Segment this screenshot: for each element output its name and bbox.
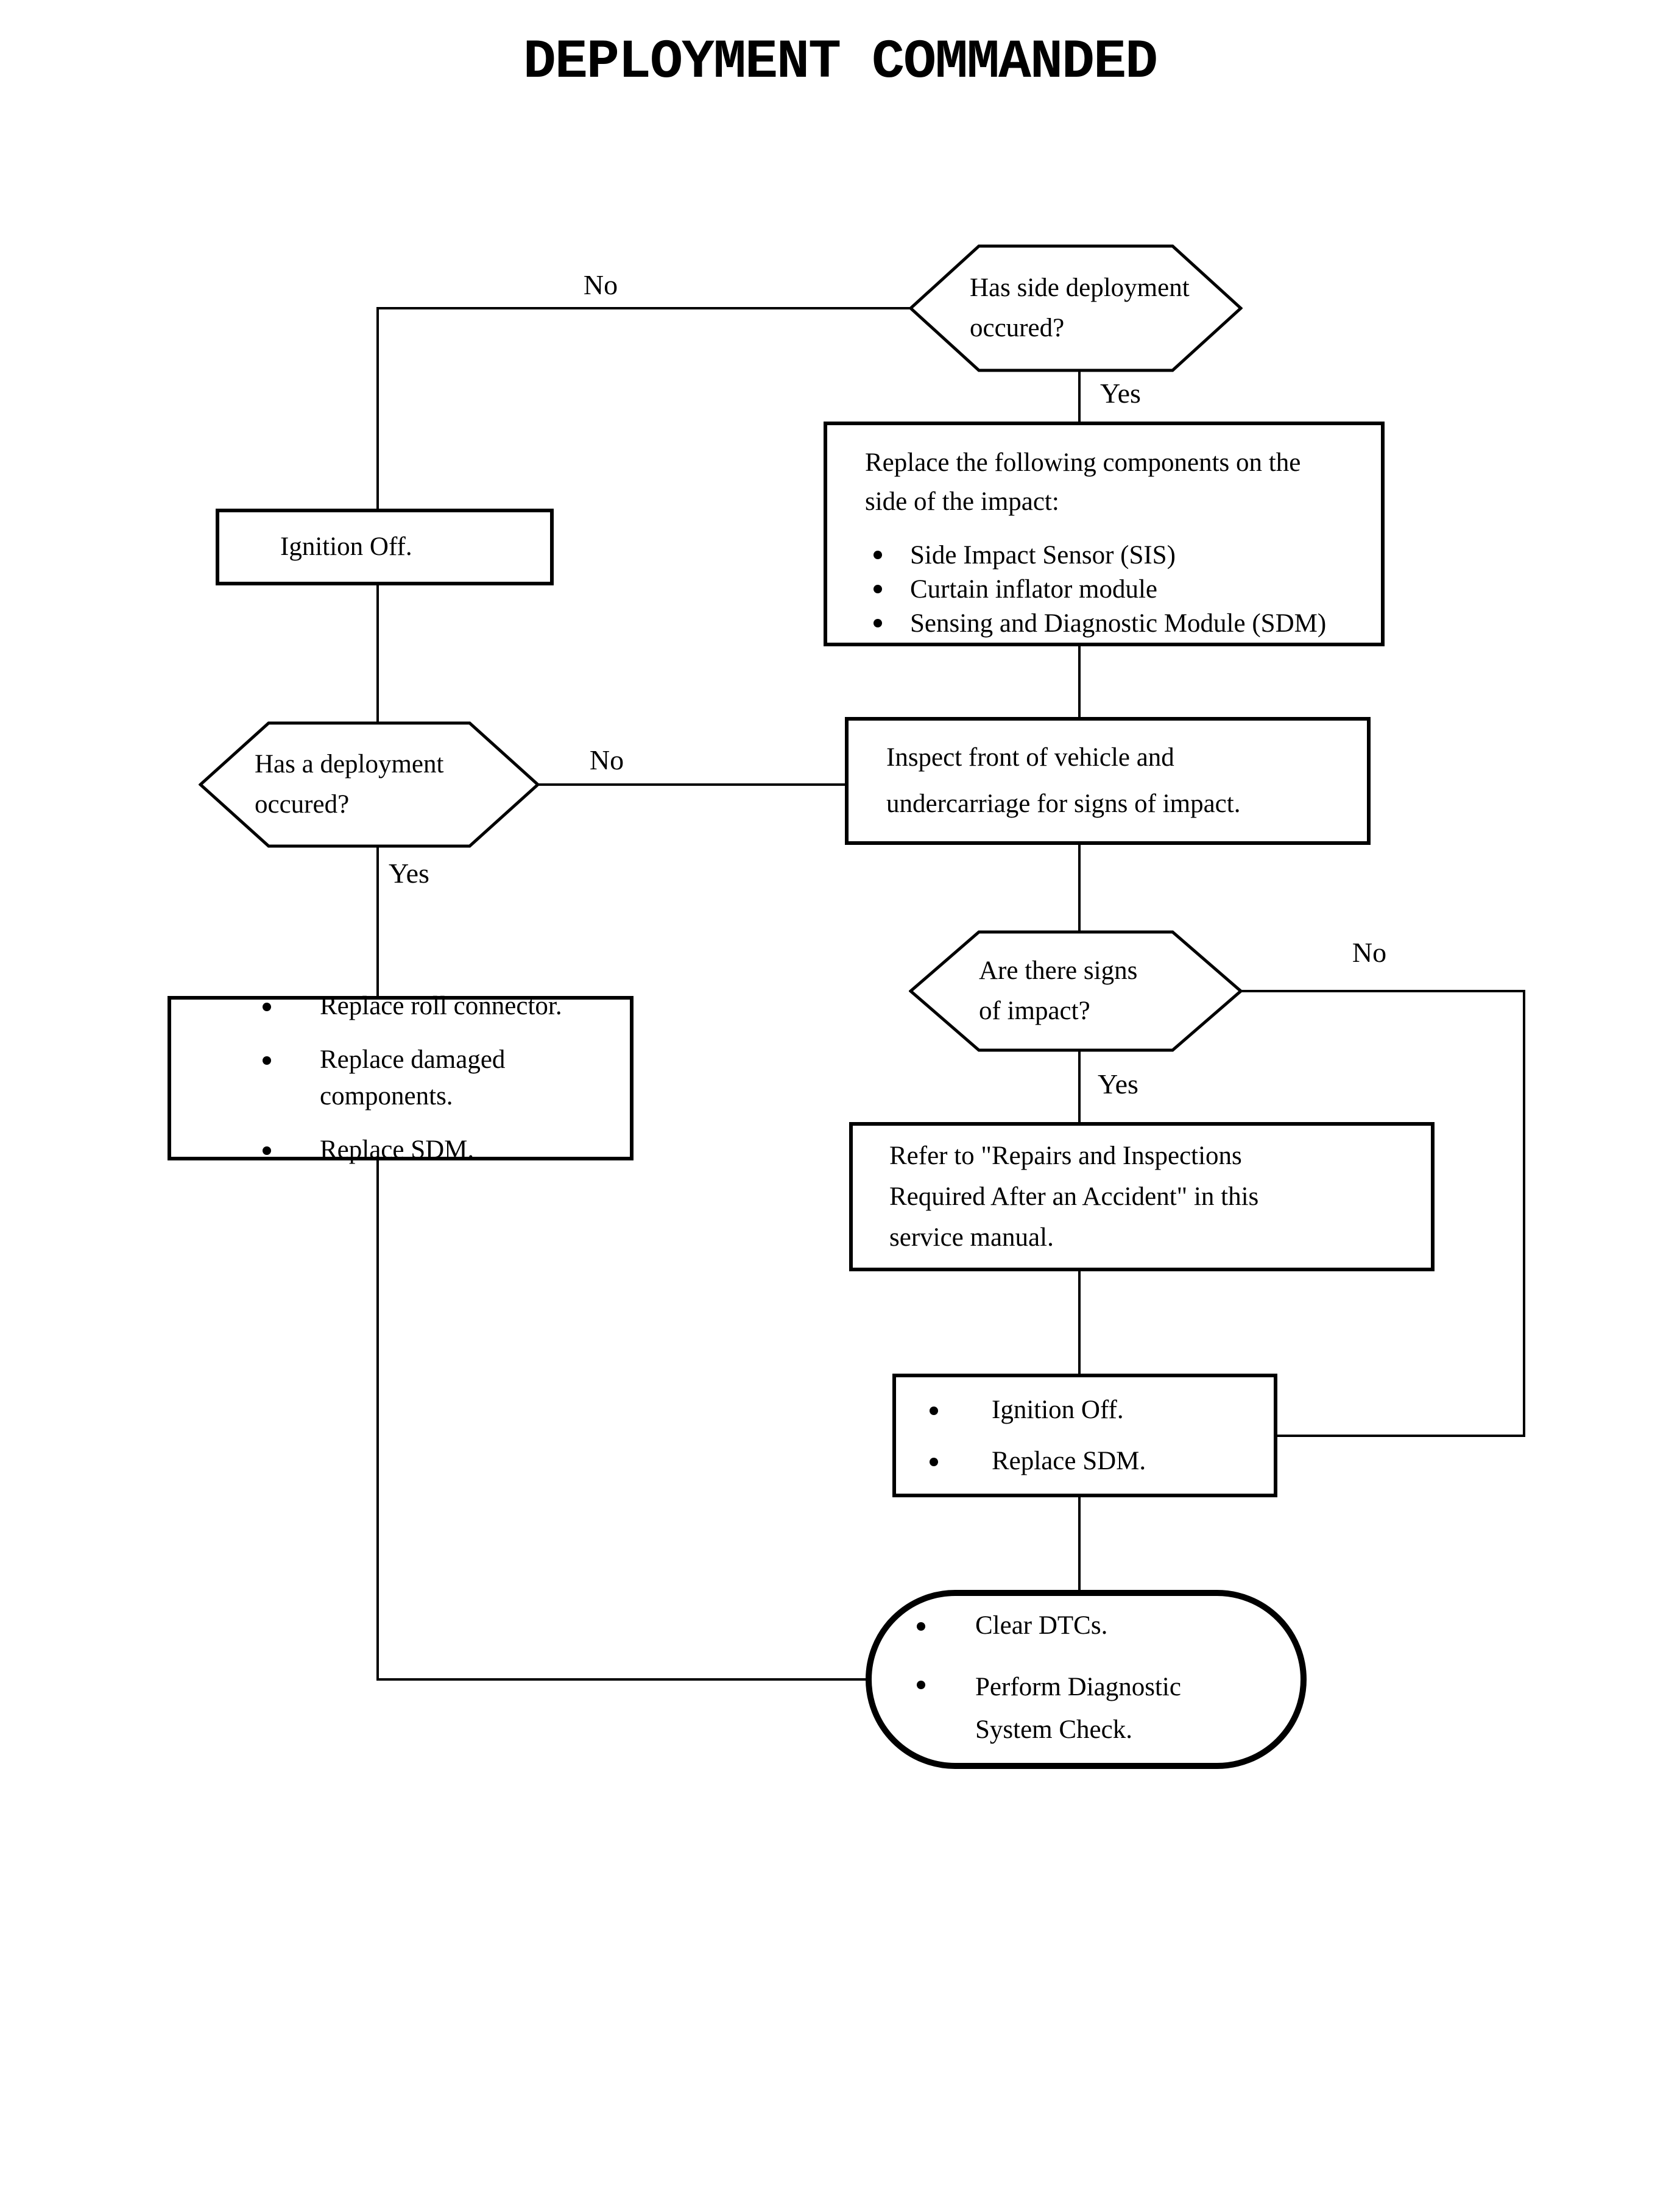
connector-no-right-horizontal-1 xyxy=(1240,990,1525,992)
bullet-item xyxy=(917,1666,1301,1751)
decision-signs-of-impact xyxy=(909,930,1243,1052)
process-replace-side-components xyxy=(824,422,1385,646)
bullet-text: Sensing and Diagnostic Module (SDM) xyxy=(910,609,1327,638)
bullet-item xyxy=(917,1608,1301,1644)
connector-bottom-horizontal xyxy=(376,1678,871,1681)
edge-label-yes-mid: Yes xyxy=(1098,1068,1138,1100)
process-refer-service-manual xyxy=(849,1122,1435,1271)
decision-has-deployment xyxy=(199,721,540,848)
decision-text: Has side deployment xyxy=(970,274,1190,302)
bullet-icon xyxy=(263,1146,271,1155)
bullet-text: Ignition Off. xyxy=(992,1395,1124,1424)
terminal-clear-dtcs xyxy=(866,1590,1307,1769)
bullet-text: Clear DTCs. xyxy=(975,1611,1108,1640)
process-text: Ignition Off. xyxy=(280,532,412,561)
decision-text: occured? xyxy=(255,790,350,819)
page-title: DEPLOYMENT COMMANDED xyxy=(523,32,1157,94)
bullet-item xyxy=(263,1132,630,1168)
decision-text: of impact? xyxy=(979,997,1090,1025)
connector-right-spine-2 xyxy=(1078,644,1081,719)
connector-right-spine-5 xyxy=(1078,1269,1081,1376)
bullet-text xyxy=(975,1666,1181,1751)
bullet-item xyxy=(930,1392,1274,1428)
bullet-icon xyxy=(930,1458,938,1466)
bullet-text-line: Perform Diagnostic xyxy=(975,1673,1181,1701)
bullet-icon xyxy=(917,1622,925,1631)
process-text: Refer to "Repairs and Inspections xyxy=(889,1142,1242,1170)
edge-label-yes-left: Yes xyxy=(389,858,429,889)
bullet-icon xyxy=(930,1407,938,1415)
connector-no-right-vertical xyxy=(1523,990,1525,1437)
connector-left-spine-3 xyxy=(376,847,379,999)
bullet-item xyxy=(865,573,1369,607)
bullet-item xyxy=(263,988,630,1025)
edge-label-no-top: No xyxy=(583,269,618,300)
bullet-item xyxy=(263,1042,630,1115)
bullet-icon xyxy=(263,1056,271,1065)
connector-left-spine-2 xyxy=(376,583,379,724)
connector-no-top-horizontal xyxy=(376,307,911,309)
connector-no-left-horizontal xyxy=(537,783,847,786)
edge-label-no-left: No xyxy=(589,744,624,775)
decision-text: Has a deployment xyxy=(255,750,444,778)
process-text: Inspect front of vehicle and xyxy=(886,743,1174,772)
bullet-icon xyxy=(874,551,882,559)
connector-right-spine-3 xyxy=(1078,842,1081,933)
process-text: undercarriage for signs of impact. xyxy=(886,789,1241,818)
process-text: service manual. xyxy=(889,1223,1054,1252)
edge-label-no-right: No xyxy=(1352,937,1387,968)
bullet-text: Side Impact Sensor (SIS) xyxy=(910,541,1176,570)
bullet-icon xyxy=(917,1681,925,1689)
connector-right-spine-1 xyxy=(1078,370,1081,425)
decision-text: Are there signs xyxy=(979,956,1138,985)
bullet-text: Replace roll connector. xyxy=(320,992,562,1020)
process-text: Required After an Accident" in this xyxy=(889,1182,1259,1211)
decision-text: occured? xyxy=(970,314,1065,342)
connector-right-spine-6 xyxy=(1078,1495,1081,1592)
process-inspect-front xyxy=(845,717,1371,845)
process-text: side of the impact: xyxy=(865,487,1059,516)
bullet-item xyxy=(865,607,1369,641)
process-ignition-off xyxy=(216,509,554,585)
process-replace-roll-connector xyxy=(168,992,634,1164)
decision-has-side-deployment xyxy=(909,244,1243,372)
bullet-text-line: System Check. xyxy=(975,1715,1132,1744)
bullet-text: Curtain inflator module xyxy=(910,575,1158,604)
bullet-item xyxy=(930,1443,1274,1480)
connector-left-spine-1 xyxy=(376,307,379,511)
connector-left-spine-4 xyxy=(376,1158,379,1681)
process-text: Replace the following components on the xyxy=(865,448,1301,477)
edge-label-yes-top: Yes xyxy=(1100,378,1141,409)
process-ignition-off-replace-sdm xyxy=(892,1374,1277,1497)
connector-right-spine-4 xyxy=(1078,1050,1081,1124)
bullet-icon xyxy=(874,585,882,593)
bullet-text: Replace SDM. xyxy=(320,1135,475,1164)
bullet-item xyxy=(865,538,1369,573)
bullet-text: Replace SDM. xyxy=(992,1446,1146,1475)
connector-no-right-horizontal-2 xyxy=(1275,1435,1525,1437)
bullet-icon xyxy=(874,619,882,627)
bullet-text: Replace damaged components. xyxy=(320,1045,506,1110)
bullet-icon xyxy=(263,1003,271,1011)
